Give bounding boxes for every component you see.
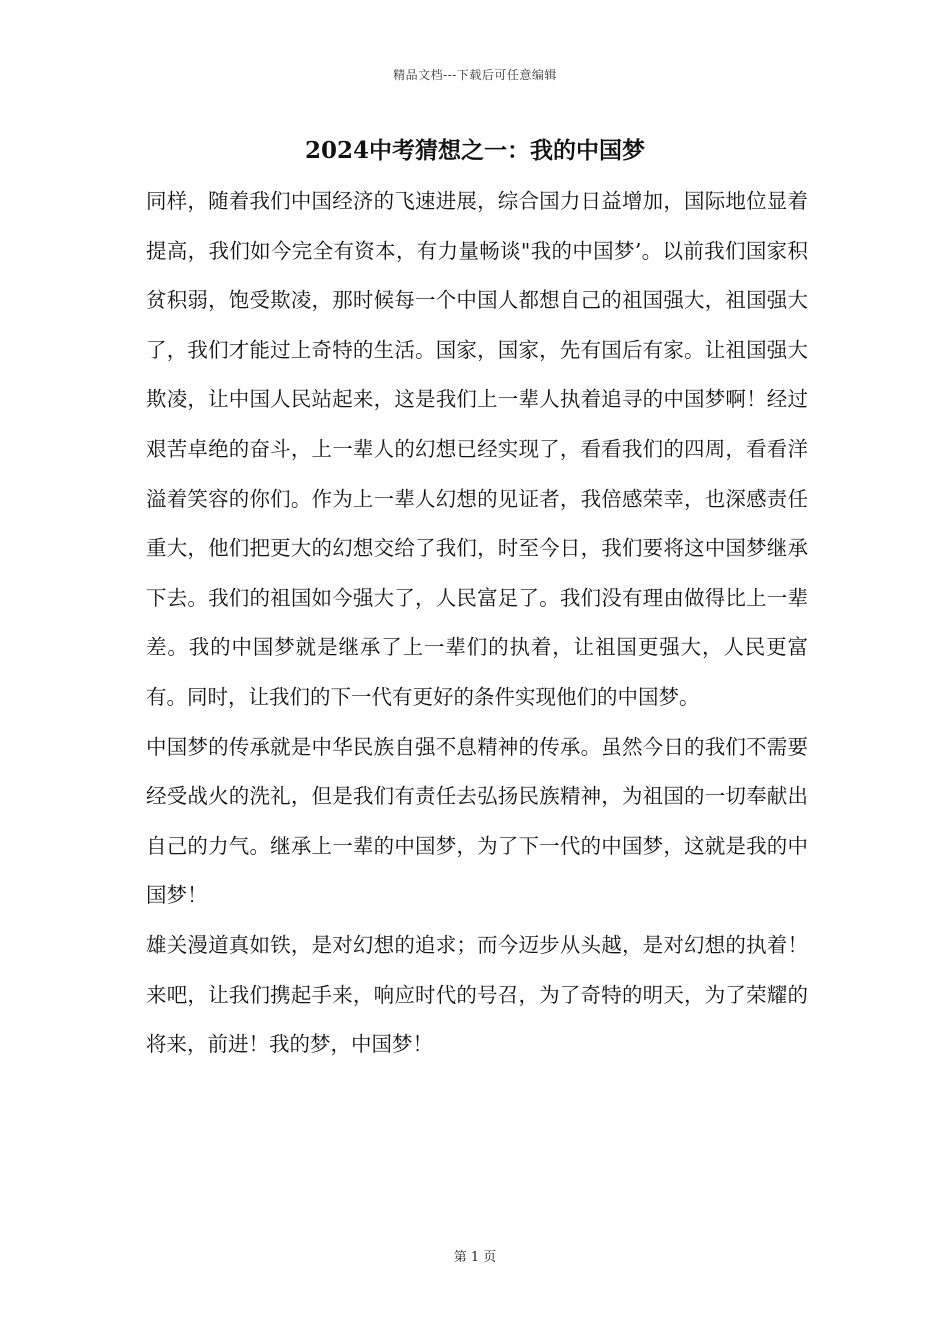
paragraph-3: 雄关漫道真如铁，是对幻想的追求；而今迈步从头越，是对幻想的执着！来吧，让我们携起手来，响应时代的号召，为了奇特的明天，为了荣耀的将来，前进！我的梦，中国梦！: [146, 932, 808, 1057]
page-header: 精品文档---下载后可任意编辑: [393, 68, 557, 82]
paragraph-1: 同样，随着我们中国经济的飞速进展，综合国力日益增加，国际地位显着提高，我们如今完全有资本，有力量畅谈"我的中国梦’。以前我们国家积贫积弱，饱受欺凌，那时候每一个中国人都想自己的祖国强大，祖国强大了，我们才能过上奇特的生活。国家，国家，先有国后有家。让祖国强大欺凌，让中国人民站起来，这是我们上一辈人执着追寻的中国梦啊！经过艰苦卓绝的奋斗，上一辈人的幻想已经实现了，看看我们的四周，看看洋溢着笑容的你们。作为上一辈人幻想的见证者，我倍感荣幸，也深感责任重大，他们把更大的幻想交给了我们，时至今日，我们要将这中国梦继承下去。我们的祖国如今强大了，人民富足了。我们没有理由做得比上一辈差。我的中国梦就是继承了上一辈们的执着，让祖国更强大，人民更富有。同时，让我们的下一代有更好的条件实现他们的中国梦。: [146, 189, 808, 709]
page-number: 第 1 页: [453, 1250, 497, 1265]
document-title: 2024中考猜想之一：我的中国梦: [304, 137, 645, 164]
paragraph-2: 中国梦的传承就是中华民族自强不息精神的传承。虽然今日的我们不需要经受战火的洗礼，但是我们有责任去弘扬民族精神，为祖国的一切奉献出自己的力气。继承上一辈的中国梦，为了下一代的中国梦，这就是我的中国梦！: [146, 734, 808, 908]
document-body: [146, 177, 808, 1070]
